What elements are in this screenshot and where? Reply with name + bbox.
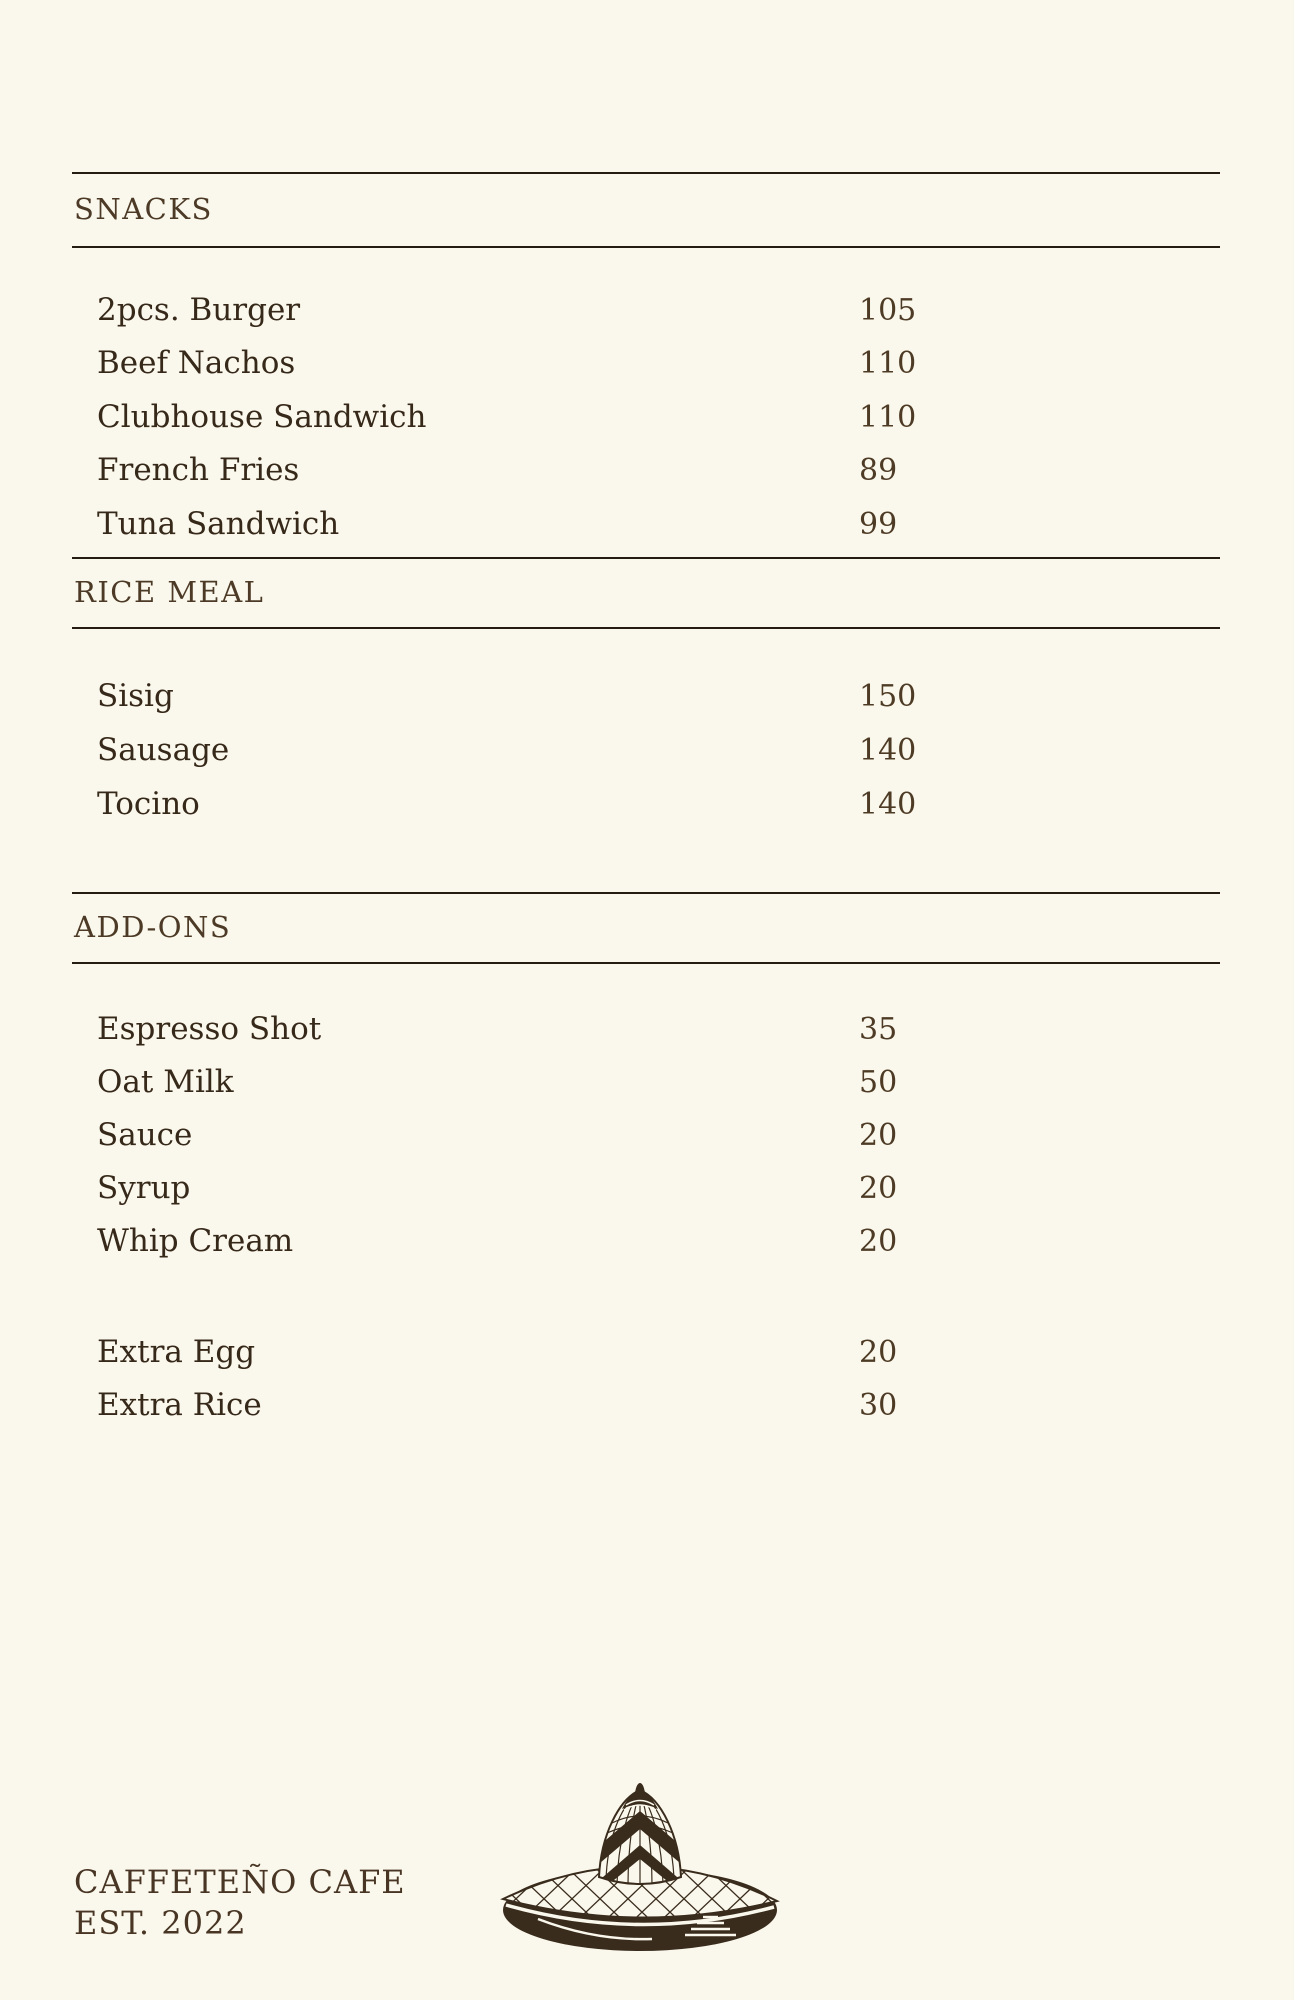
menu-item-row: [97, 1215, 1220, 1268]
section-divider: [72, 172, 1220, 174]
section-divider: [72, 627, 1220, 629]
item-price: 20: [859, 1118, 898, 1153]
item-name: Extra Egg: [97, 1334, 256, 1370]
item-name: Tocino: [97, 786, 200, 822]
item-price: 50: [859, 1065, 898, 1100]
section-divider: [72, 892, 1220, 894]
section-title-add-ons: ADD-ONS: [74, 910, 232, 944]
brand-name: CAFFETEÑO CAFE: [74, 1863, 406, 1901]
item-price: 30: [859, 1388, 898, 1423]
menu-item-row: [97, 1003, 1220, 1056]
section-divider: [72, 962, 1220, 964]
item-price: 140: [859, 787, 917, 822]
item-price: 20: [859, 1171, 898, 1206]
item-name: Syrup: [97, 1170, 191, 1206]
menu-item-row: [97, 498, 1220, 551]
item-name: Sauce: [97, 1117, 193, 1153]
item-price: 110: [859, 400, 917, 435]
menu-item-row: [97, 1056, 1220, 1109]
section-title-snacks: SNACKS: [74, 192, 213, 226]
menu-item-row: [97, 1162, 1220, 1215]
menu-item-row: [97, 284, 1220, 337]
section-divider: [72, 557, 1220, 559]
item-price: 105: [859, 293, 917, 328]
item-price: 150: [859, 679, 917, 714]
item-price: 140: [859, 733, 917, 768]
menu-item-row: [97, 1326, 1220, 1379]
menu-item-row: [97, 391, 1220, 444]
item-price: 99: [859, 507, 898, 542]
section-title-rice-meal: RICE MEAL: [74, 575, 265, 609]
footer: [74, 1862, 406, 1944]
menu-item-row: [97, 1109, 1220, 1162]
item-name: French Fries: [97, 452, 300, 488]
menu-item-row: [97, 778, 1220, 831]
item-price: 89: [859, 453, 898, 488]
item-name: Sausage: [97, 732, 230, 768]
menu-item-row: [97, 1379, 1220, 1432]
menu-item-row: [97, 337, 1220, 390]
section-divider: [72, 246, 1220, 248]
item-name: Oat Milk: [97, 1064, 234, 1100]
item-name: Tuna Sandwich: [97, 506, 340, 542]
established-year: EST. 2022: [74, 1904, 247, 1942]
item-name: Clubhouse Sandwich: [97, 399, 427, 435]
item-price: 20: [859, 1335, 898, 1370]
menu-item-row: [97, 444, 1220, 497]
item-name: Whip Cream: [97, 1223, 294, 1259]
menu-item-row: [97, 670, 1220, 723]
salakot-hat-illustration: [500, 1783, 780, 1955]
menu-item-row: [97, 724, 1220, 777]
item-name: Beef Nachos: [97, 345, 296, 381]
item-price: 35: [859, 1012, 898, 1047]
item-price: 110: [859, 346, 917, 381]
item-name: 2pcs. Burger: [97, 292, 301, 328]
item-name: Espresso Shot: [97, 1011, 322, 1047]
item-name: Extra Rice: [97, 1387, 262, 1423]
item-price: 20: [859, 1224, 898, 1259]
item-name: Sisig: [97, 678, 174, 714]
